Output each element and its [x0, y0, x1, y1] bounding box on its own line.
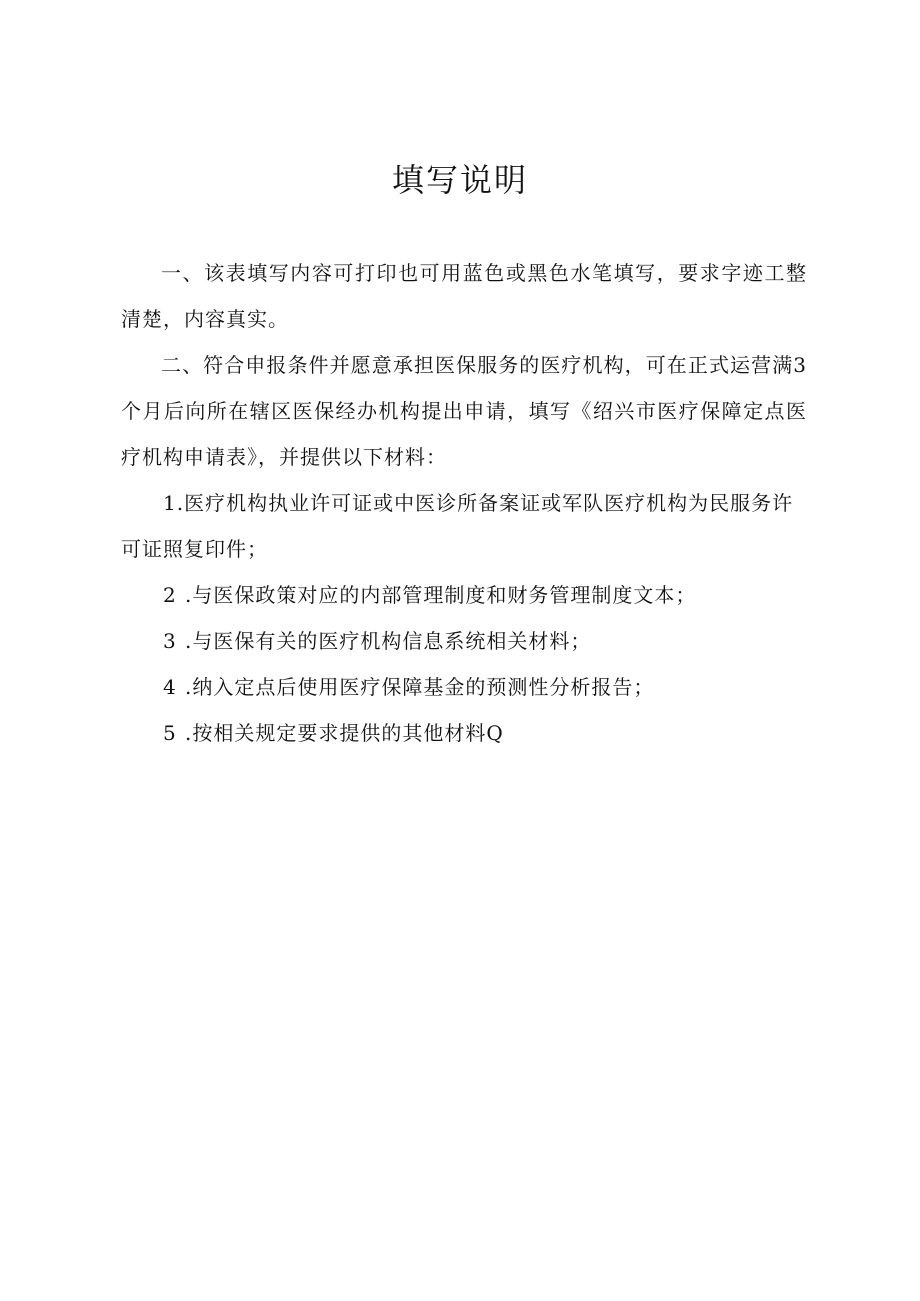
list-item-number: 3	[163, 629, 177, 653]
list-item-2	[121, 572, 807, 618]
paragraph-1: 一、该表填写内容可打印也可用蓝色或黑色水笔填写，要求字迹工整清楚，内容真实。	[121, 261, 807, 331]
list-item-number: 2	[163, 583, 177, 607]
list-item-text: 医疗机构执业许可证或中医诊所备案证或军队医疗机构为民服务许可证照复印件；	[121, 491, 794, 561]
list-item-5	[121, 710, 807, 756]
list-item-text: .纳入定点后使用医疗保障基金的预测性分析报告；	[185, 675, 655, 699]
list-item-1	[121, 480, 807, 572]
instructions-body	[121, 250, 807, 756]
list-item-text: .与医保政策对应的内部管理制度和财务管理制度文本；	[185, 583, 697, 607]
list-item-number: 5	[163, 721, 177, 745]
list-item-number: 4	[163, 675, 177, 699]
page-title: 填写说明	[391, 161, 528, 199]
list-item-4	[121, 664, 807, 710]
paragraph-2: 二、符合申报条件并愿意承担医保服务的医疗机构，可在正式运营满3个月后向所在辖区医保经办机构提出申请，填写《绍兴市医疗保障定点医疗机构申请表》，并提供以下材料：	[121, 353, 807, 469]
list-item-text: .与医保有关的医疗机构信息系统相关材料；	[185, 629, 592, 653]
list-item-number: 1.	[163, 491, 185, 515]
list-item-text: .按相关规定要求提供的其他材料Q	[185, 721, 504, 745]
list-item-3	[121, 618, 807, 664]
